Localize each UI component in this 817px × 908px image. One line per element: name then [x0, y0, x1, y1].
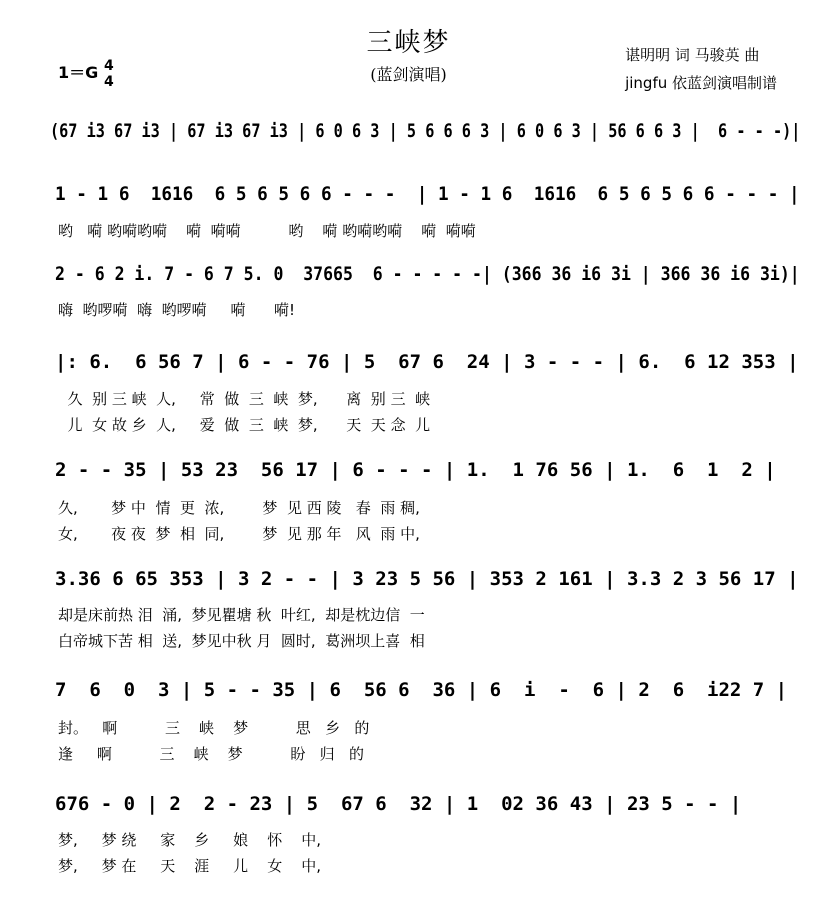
time-signature-bottom: 4: [104, 74, 114, 90]
key-signature: 1＝G: [58, 63, 99, 82]
lyric-line: 久 别 三 峡 人, 常 做 三 峡 梦, 离 别 三 峡: [58, 390, 431, 408]
lyric-line: 哟 嗬 哟嗬哟嗬 嗬 嗬嗬 哟 嗬 哟嗬哟嗬 嗬 嗬嗬: [58, 222, 476, 240]
lyric-line: 儿 女 故 乡 人, 爱 做 三 峡 梦, 天 天 念 儿: [58, 416, 431, 434]
lyric-line: 逢 啊 三 峡 梦 盼 归 的: [58, 745, 364, 763]
system-notes: 7 6 0 3 | 5 - - 35 | 6 56 6 36 | 6 i - 6 | 2 6 i22 7 |: [55, 679, 788, 701]
system-notes: 1 - 1 6 1616 6 5 6 5 6 6 - - - | 1 - 1 6 1616 6 5 6 5 6 6 - - - |: [55, 183, 800, 205]
system-notes: 2 - - 35 | 53 23 56 17 | 6 - - - | 1. 1 76 56 | 1. 6 1 2 |: [55, 459, 776, 481]
lyric-line: 封。 啊 三 峡 梦 思 乡 的: [58, 719, 370, 737]
lyric-line: 久, 梦 中 情 更 浓, 梦 见 西 陵 春 雨 稠,: [58, 499, 420, 517]
lyric-line: 梦, 梦 在 天 涯 儿 女 中,: [58, 857, 322, 875]
system-notes: (67 i3 67 i3 | 67 i3 67 i3 | 6 0 6 3 | 5 6 6 6 3 | 6 0 6 3 | 56 6 6 3 | 6 - - -)|: [50, 120, 801, 142]
system-notes: |: 6. 6 56 7 | 6 - - 76 | 5 67 6 24 | 3 - - - | 6. 6 12 353 |: [55, 351, 799, 373]
system-notes: 3.36 6 65 353 | 3 2 - - | 3 23 5 56 | 353 2 161 | 3.3 2 3 56 17 |: [55, 568, 799, 590]
system-notes: 676 - 0 | 2 2 - 23 | 5 67 6 32 | 1 02 36 43 | 23 5 - - |: [55, 793, 742, 815]
system-notes: 2 - 6 2 i. 7 - 6 7 5. 0 37665 6 - - - - -| (366 36 i6 3i | 366 36 i6 3i)|: [55, 263, 800, 285]
lyric-line: 却是床前热 泪 涌, 梦见瞿塘 秋 叶红, 却是枕边信 一: [58, 606, 425, 624]
lyric-line: 嗨 哟啰嗬 嗨 哟啰嗬 嗬 嗬!: [58, 301, 296, 319]
song-title: 三峡梦: [366, 28, 451, 58]
credit-transcriber: jingfu 依蓝剑演唱制谱: [625, 74, 777, 92]
time-signature-top: 4: [104, 58, 114, 74]
lyric-line: 白帝城下苦 相 送, 梦见中秋 月 圆时, 葛洲坝上喜 相: [58, 632, 425, 650]
credit-lyricist-composer: 谌明明 词 马骏英 曲: [625, 46, 760, 64]
time-signature: [104, 58, 114, 90]
credits: [625, 44, 777, 100]
song-subtitle: (蓝剑演唱): [370, 65, 447, 84]
lyric-line: 梦, 梦 绕 家 乡 娘 怀 中,: [58, 831, 322, 849]
lyric-line: 女, 夜 夜 梦 相 同, 梦 见 那 年 风 雨 中,: [58, 525, 420, 543]
